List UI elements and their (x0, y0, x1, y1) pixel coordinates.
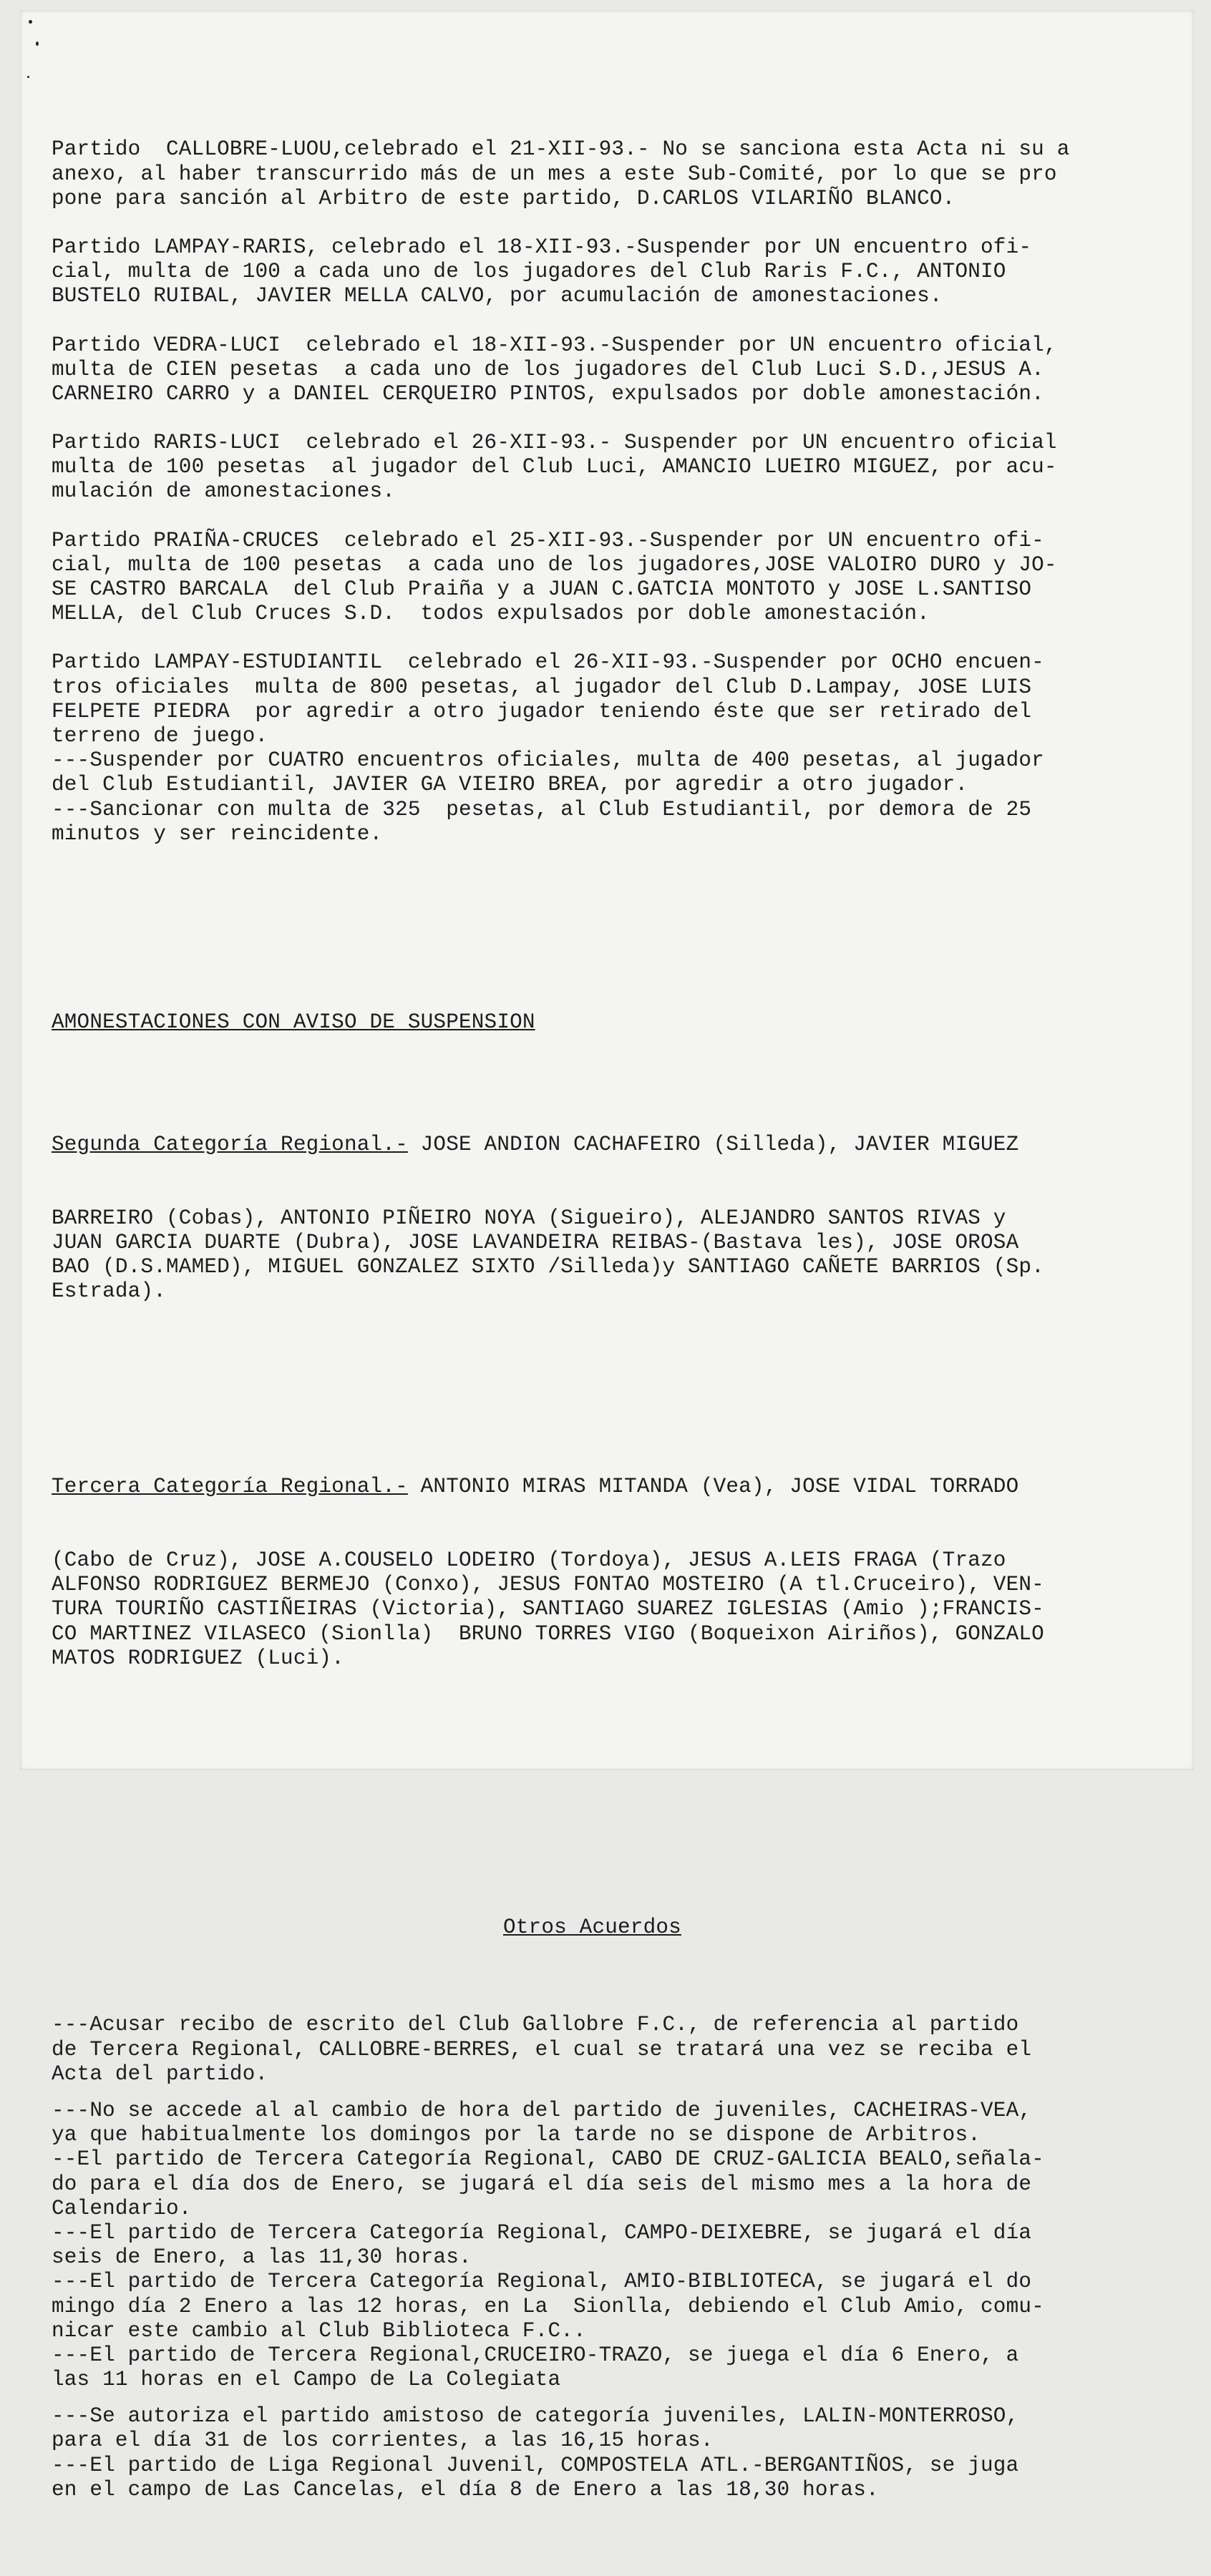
text-line: (Cabo de Cruz), JOSE A.COUSELO LODEIRO (Tordoya), JESUS A.LEIS FRAGA (Trazo (52, 1548, 1006, 1573)
ink-speck (36, 42, 39, 46)
text-line: CARNEIRO CARRO y a DANIEL CERQUEIRO PINTOS, expulsados por doble amonestación. (52, 381, 1044, 406)
text-line: para el día 31 de los corrientes, a las 16,15 horas. (52, 2429, 714, 2453)
amonestaciones-heading: AMONESTACIONES CON AVISO DE SUSPENSION (52, 1010, 535, 1034)
text-line: minutos y ser reincidente. (52, 821, 383, 846)
paragraph-lampay-estudiantil (52, 650, 1175, 847)
text-line: del Club Estudiantil, JAVIER GA VIEIRO BREA, por agredir a otro jugador. (52, 773, 968, 797)
text-line: ---El partido de Tercera Regional,CRUCEIRO-TRAZO, se juega el día 6 Enero, a (52, 2343, 1019, 2367)
text-line: las 11 horas en el Campo de La Colegiata (52, 2368, 561, 2392)
text-line: TURA TOURIÑO CASTIÑEIRAS (Victoria), SANTIAGO SUAREZ IGLESIAS (Amio );FRANCIS- (52, 1597, 1044, 1621)
text-line: Partido PRAIÑA-CRUCES celebrado el 25-XII-93.-Suspender por UN encuentro ofi- (52, 528, 1044, 552)
text-line: ---Sancionar con multa de 325 pesetas, al Club Estudiantil, por demora de 25 (52, 797, 1032, 821)
text-line: MATOS RODRIGUEZ (Luci). (52, 1646, 344, 1670)
text-line: ---El partido de Liga Regional Juvenil, COMPOSTELA ATL.-BERGANTIÑOS, se juga (52, 2453, 1019, 2477)
paragraph-lampay-raris (52, 235, 1175, 309)
text-line: ---No se accede al al cambio de hora del partido de juveniles, CACHEIRAS-VEA, (52, 2099, 1032, 2122)
text-line: mingo día 2 Enero a las 12 horas, en La Sionlla, debiendo el Club Amio, comu- (52, 2294, 1044, 2318)
text-line: terreno de juego. (52, 723, 268, 748)
text-line: en el campo de Las Cancelas, el día 8 de Enero a las 18,30 horas. (52, 2477, 879, 2502)
text-line: multa de 100 pesetas al jugador del Club Luci, AMANCIO LUEIRO MIGUEZ, por acu- (52, 455, 1057, 479)
text-line: FELPETE PIEDRA por agredir a otro jugador teniendo éste que ser retirado del (52, 699, 1032, 723)
text-line: BUSTELO RUIBAL, JAVIER MELLA CALVO, por acumulación de amonestaciones. (52, 284, 943, 308)
otros-acuerdos-heading: Otros Acuerdos (503, 1915, 681, 1939)
text-line: pone para sanción al Arbitro de este partido, D.CARLOS VILARIÑO BLANCO. (52, 186, 955, 210)
segunda-first-line: JOSE ANDION CACHAFEIRO (Silleda), JAVIER MIGUEZ (407, 1132, 1019, 1156)
text-line: ALFONSO RODRIGUEZ BERMEJO (Conxo), JESUS FONTAO MOSTEIRO (A tl.Cruceiro), VEN- (52, 1573, 1044, 1597)
text-line: ---El partido de Tercera Categoría Regional, CAMPO-DEIXEBRE, se jugará el día (52, 2220, 1032, 2245)
ink-speck (27, 76, 29, 78)
text-line: Calendario. (52, 2196, 192, 2220)
text-line: BAO (D.S.MAMED), MIGUEL GONZALEZ SIXTO /Silleda)y SANTIAGO CAÑETE BARRIOS (Sp. (52, 1254, 1044, 1279)
text-line: tros oficiales multa de 800 pesetas, al jugador del Club D.Lampay, JOSE LUIS (52, 675, 1032, 699)
tercera-categoria-block (52, 1426, 1175, 1719)
text-line: SE CASTRO BARCALA del Club Praiña y a JUAN C.GATCIA MONTOTO y JOSE L.SANTISO (52, 577, 1032, 602)
text-line: Partido LAMPAY-ESTUDIANTIL celebrado el 26-XII-93.-Suspender por OCHO encuen- (52, 650, 1044, 675)
text-line: ---Suspender por CUATRO encuentros oficiales, multa de 400 pesetas, al jugador (52, 748, 1044, 773)
text-line: cial, multa de 100 a cada uno de los jugadores del Club Raris F.C., ANTONIO (52, 260, 1006, 284)
paragraph-callobre (52, 137, 1175, 211)
text-line: Estrada). (52, 1279, 167, 1304)
acuerdo-item (52, 2013, 1175, 2087)
text-line: de Tercera Regional, CALLOBRE-BERRES, el cual se tratará una vez se reciba el (52, 2037, 1032, 2062)
segunda-categoria-block (52, 1084, 1175, 1353)
text-line: Acta del partido. (52, 2062, 268, 2086)
text-line: --El partido de Tercera Categoría Regional, CABO DE CRUZ-GALICIA BEALO,señala- (52, 2147, 1044, 2172)
text-line: anexo, al haber transcurrido más de un mes a este Sub-Comité, por lo que se pro (52, 162, 1057, 186)
amonestaciones-section (52, 962, 1175, 1769)
text-line: ---Acusar recibo de escrito del Club Gallobre F.C., de referencia al partido (52, 2013, 1019, 2037)
text-line: seis de Enero, a las 11,30 horas. (52, 2245, 472, 2270)
text-line: do para el día dos de Enero, se jugará el día seis del mismo mes a la hora de (52, 2172, 1032, 2196)
otros-acuerdos-section (52, 1866, 1175, 2551)
text-line: ya que habitualmente los domingos por la tarde no se dispone de Arbitros. (52, 2123, 981, 2147)
text-line: JUAN GARCIA DUARTE (Dubra), JOSE LAVANDEIRA REIBAS-(Bastava les), JOSE OROSA (52, 1230, 1019, 1254)
text-line: multa de CIEN pesetas a cada uno de los jugadores del Club Luci S.D.,JESUS A. (52, 357, 1044, 381)
text-line: ---Se autoriza el partido amistoso de categoría juveniles, LALIN-MONTERROSO, (52, 2404, 1019, 2429)
text-line: Partido RARIS-LUCI celebrado el 26-XII-93.- Suspender por UN encuentro oficial (52, 431, 1057, 455)
text-line: BARREIRO (Cobas), ANTONIO PIÑEIRO NOYA (Sigueiro), ALEJANDRO SANTOS RIVAS y (52, 1206, 1006, 1230)
tercera-categoria-label: Tercera Categoría Regional.- (52, 1475, 408, 1499)
segunda-categoria-label: Segunda Categoría Regional.- (52, 1132, 408, 1156)
paragraph-praina-cruces (52, 529, 1175, 627)
text-line: CO MARTINEZ VILASECO (Sionlla) BRUNO TORRES VIGO (Boqueixon Airiños), GONZALO (52, 1621, 1044, 1646)
text-line: mulación de amonestaciones. (52, 479, 396, 504)
paragraph-raris-luci (52, 431, 1175, 504)
text-line: Partido VEDRA-LUCI celebrado el 18-XII-93.-Suspender por UN encuentro oficial, (52, 333, 1057, 357)
acuerdo-item (52, 2099, 1175, 2392)
text-line: ---El partido de Tercera Categoría Regional, AMIO-BIBLIOTECA, se jugará el do (52, 2270, 1032, 2294)
typed-text-body (52, 89, 1175, 2576)
ink-speck (29, 20, 32, 24)
acuerdo-item (52, 2404, 1175, 2502)
text-line: Partido CALLOBRE-LUOU,celebrado el 21-XII-93.- No se sanciona esta Acta ni su a (52, 137, 1070, 162)
tercera-first-line: ANTONIO MIRAS MITANDA (Vea), JOSE VIDAL TORRADO (407, 1475, 1019, 1499)
text-line: cial, multa de 100 pesetas a cada uno de los jugadores,JOSE VALOIRO DURO y JO- (52, 552, 1057, 577)
text-line: Partido LAMPAY-RARIS, celebrado el 18-XII-93.-Suspender por UN encuentro ofi- (52, 235, 1032, 259)
paragraph-vedra-luci (52, 333, 1175, 407)
text-line: MELLA, del Club Cruces S.D. todos expulsados por doble amonestación. (52, 602, 930, 626)
text-line: nicar este cambio al Club Biblioteca F.C.. (52, 2318, 586, 2343)
